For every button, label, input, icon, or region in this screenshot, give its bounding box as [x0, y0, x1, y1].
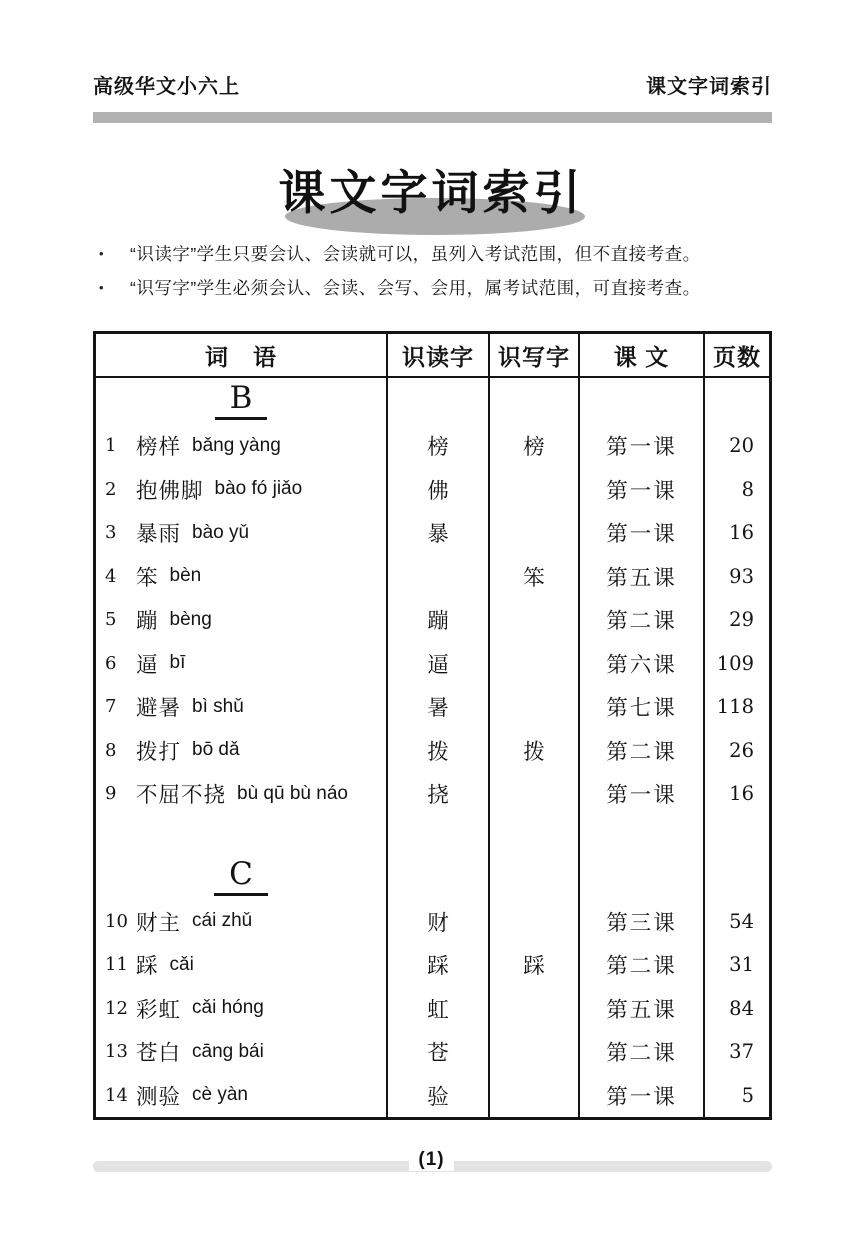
- read-char: 暴: [388, 511, 490, 555]
- note-text: “识读字”学生只要会认、会读就可以，虽列入考试范围，但不直接考查。: [130, 243, 701, 264]
- word-pinyin: bào fó jiǎo: [214, 478, 303, 500]
- row-number: 3: [105, 522, 117, 544]
- read-char: 验: [388, 1074, 490, 1118]
- write-char: [490, 900, 580, 944]
- row-number: 6: [105, 652, 117, 674]
- word-hanzi: 不屈不挠: [136, 783, 227, 809]
- lesson-cell: 第二课: [580, 598, 705, 642]
- section-letter: B: [215, 381, 268, 420]
- page-cell: 31: [729, 953, 754, 977]
- read-char: 佛: [388, 468, 490, 512]
- row-number: 14: [105, 1084, 128, 1106]
- word-hanzi: 避暑: [136, 696, 182, 722]
- page-cell: 109: [716, 651, 754, 675]
- note-text: “识写字”学生必须会认、会读、会写、会用，属考试范围，可直接考查。: [130, 277, 701, 298]
- word-pinyin: bèn: [169, 565, 202, 587]
- word-pinyin: cǎi: [169, 953, 194, 975]
- write-char: [490, 987, 580, 1031]
- word-hanzi: 拨打: [136, 739, 182, 765]
- write-char: 笨: [490, 555, 580, 599]
- write-char: [490, 1030, 580, 1074]
- lesson-cell: 第三课: [580, 900, 705, 944]
- bullet-icon: •: [99, 279, 105, 295]
- word-hanzi: 榜样: [136, 435, 182, 461]
- read-char: 踩: [388, 943, 490, 987]
- word-hanzi: 彩虹: [136, 997, 182, 1023]
- column-header-write: 识写字: [490, 334, 580, 376]
- lesson-cell: 第一课: [580, 1074, 705, 1118]
- table-row: [96, 729, 769, 773]
- row-number: 7: [105, 696, 117, 718]
- read-char: 虹: [388, 987, 490, 1031]
- running-header-left: 高级华文小六上: [93, 76, 240, 98]
- word-hanzi: 财主: [136, 910, 182, 936]
- section-gap-row: [96, 816, 769, 854]
- section-header-row: [96, 378, 769, 424]
- table-row: [96, 468, 769, 512]
- lesson-cell: 第二课: [580, 943, 705, 987]
- page-title: 课文字词索引: [278, 166, 585, 219]
- column-header-read: 识读字: [388, 334, 490, 376]
- row-number: 13: [105, 1041, 128, 1063]
- bullet-icon: •: [99, 245, 105, 261]
- write-char: [490, 598, 580, 642]
- header-divider-bar: [93, 112, 772, 123]
- write-char: 榜: [490, 424, 580, 468]
- word-pinyin: bō dǎ: [192, 739, 240, 761]
- row-number: 4: [105, 565, 117, 587]
- section-header-row: [96, 854, 769, 900]
- lesson-cell: 第五课: [580, 987, 705, 1031]
- row-number: 11: [105, 954, 128, 976]
- page-cell: 37: [729, 1040, 754, 1064]
- read-char: 蹦: [388, 598, 490, 642]
- lesson-cell: 第一课: [580, 468, 705, 512]
- page-cell: 5: [741, 1083, 754, 1107]
- index-table: [93, 331, 772, 1120]
- notes-list: [99, 236, 701, 304]
- table-row: [96, 987, 769, 1031]
- read-char: 暑: [388, 685, 490, 729]
- write-char: [490, 772, 580, 816]
- row-number: 12: [105, 997, 128, 1019]
- read-char: 挠: [388, 772, 490, 816]
- lesson-cell: 第二课: [580, 1030, 705, 1074]
- word-pinyin: cǎi hóng: [192, 997, 264, 1019]
- lesson-cell: 第一课: [580, 424, 705, 468]
- page-cell: 16: [729, 521, 754, 545]
- running-header-right: 课文字词索引: [646, 76, 772, 98]
- column-header-lesson: 课 文: [580, 334, 705, 376]
- read-char: 苍: [388, 1030, 490, 1074]
- word-hanzi: 测验: [136, 1084, 182, 1110]
- table-row: [96, 900, 769, 944]
- read-char: 逼: [388, 642, 490, 686]
- read-char: 榜: [388, 424, 490, 468]
- row-number: 10: [105, 910, 128, 932]
- footer-page-number: (1): [409, 1149, 453, 1171]
- page-cell: 26: [729, 738, 754, 762]
- page-cell: 20: [729, 434, 754, 458]
- lesson-cell: 第一课: [580, 772, 705, 816]
- word-pinyin: bì shǔ: [192, 695, 244, 717]
- table-row: [96, 772, 769, 816]
- table-row: [96, 642, 769, 686]
- row-number: 8: [105, 739, 117, 761]
- write-char: 踩: [490, 943, 580, 987]
- word-hanzi: 抱佛脚: [136, 478, 204, 504]
- word-hanzi: 踩: [136, 954, 159, 980]
- page-cell: 84: [729, 996, 754, 1020]
- word-pinyin: cāng bái: [192, 1040, 264, 1062]
- table-row: [96, 685, 769, 729]
- table-row: [96, 511, 769, 555]
- write-char: [490, 511, 580, 555]
- read-char: 拨: [388, 729, 490, 773]
- lesson-cell: 第六课: [580, 642, 705, 686]
- word-hanzi: 蹦: [136, 609, 159, 635]
- page-cell: 118: [716, 695, 754, 719]
- row-number: 1: [105, 435, 117, 457]
- word-pinyin: bù qū bù náo: [237, 782, 348, 804]
- table-row: [96, 424, 769, 468]
- write-char: [490, 1074, 580, 1118]
- page-cell: 8: [741, 477, 754, 501]
- read-char: 财: [388, 900, 490, 944]
- row-number: 5: [105, 609, 117, 631]
- row-number: 2: [105, 478, 117, 500]
- note-item: [99, 270, 701, 304]
- word-pinyin: bī: [169, 652, 186, 674]
- row-number: 9: [105, 783, 117, 805]
- page-cell: 93: [729, 564, 754, 588]
- page-cell: 54: [729, 909, 754, 933]
- section-letter: C: [214, 857, 268, 896]
- footer: [0, 1149, 863, 1171]
- lesson-cell: 第二课: [580, 729, 705, 773]
- lesson-cell: 第七课: [580, 685, 705, 729]
- note-item: [99, 236, 701, 270]
- word-pinyin: bào yǔ: [192, 521, 250, 543]
- lesson-cell: 第一课: [580, 511, 705, 555]
- table-row: [96, 1074, 769, 1118]
- write-char: 拨: [490, 729, 580, 773]
- column-header-page: 页数: [713, 343, 761, 370]
- lesson-cell: 第五课: [580, 555, 705, 599]
- word-pinyin: bèng: [169, 608, 212, 630]
- write-char: [490, 468, 580, 512]
- table-row: [96, 598, 769, 642]
- title-block: [0, 156, 863, 223]
- word-pinyin: cái zhǔ: [192, 910, 253, 932]
- word-hanzi: 暴雨: [136, 522, 182, 548]
- word-hanzi: 苍白: [136, 1041, 182, 1067]
- write-char: [490, 642, 580, 686]
- write-char: [490, 685, 580, 729]
- table-row: [96, 1030, 769, 1074]
- column-header-word: 词 语: [96, 334, 388, 376]
- table-row: [96, 943, 769, 987]
- word-pinyin: bǎng yàng: [192, 434, 281, 456]
- page-cell: 29: [729, 608, 754, 632]
- word-hanzi: 逼: [136, 652, 159, 678]
- page-cell: 16: [729, 782, 754, 806]
- table-row: [96, 555, 769, 599]
- word-pinyin: cè yàn: [192, 1084, 248, 1106]
- read-char: [388, 555, 490, 599]
- word-hanzi: 笨: [136, 565, 159, 591]
- table-header-row: [96, 334, 769, 378]
